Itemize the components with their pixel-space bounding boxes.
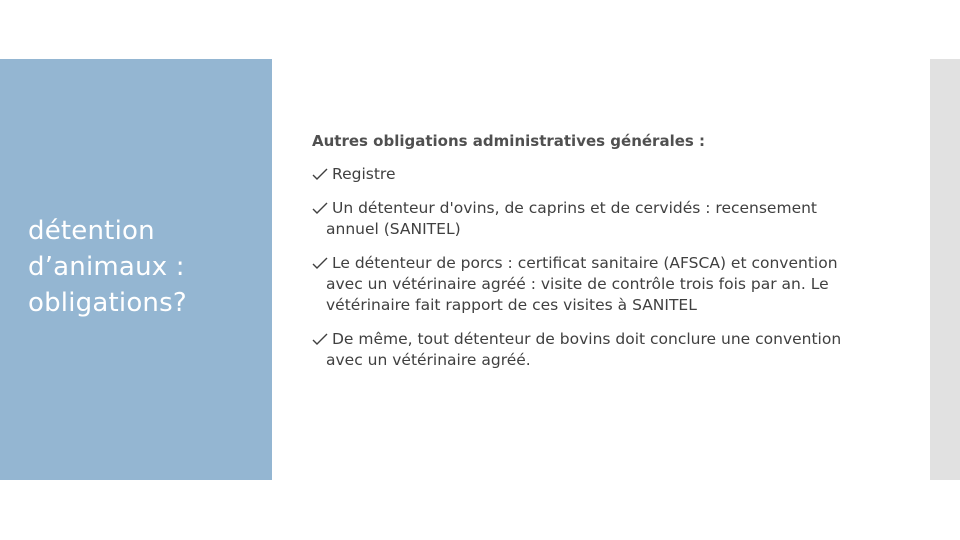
- title-line: obligations?: [28, 288, 187, 318]
- bullet-text-continued: vétérinaire fait rapport de ces visites à SANITEL: [326, 296, 697, 314]
- bullet-item: [312, 164, 902, 185]
- bullet-text-continued: avec un vétérinaire agréé : visite de contrôle trois fois par an. Le: [326, 275, 829, 293]
- bullet-text: De même, tout détenteur de bovins doit conclure une convention: [332, 330, 842, 348]
- checkmark-icon: [312, 333, 328, 346]
- title-line: d’animaux :: [28, 252, 185, 282]
- checkmark-icon: [312, 257, 328, 270]
- bullet-item: [312, 198, 902, 240]
- slide-title: [28, 213, 264, 321]
- content-heading: Autres obligations administratives générales :: [312, 132, 706, 150]
- checkmark-icon: [312, 202, 328, 215]
- bullet-text: Registre: [332, 165, 396, 183]
- bullet-item: [312, 329, 902, 371]
- bullet-item: [312, 253, 902, 316]
- checkmark-icon: [312, 168, 328, 181]
- title-line: détention: [28, 216, 155, 246]
- bullet-text: Le détenteur de porcs : certificat sanitaire (AFSCA) et convention: [332, 254, 838, 272]
- bullet-text-continued: avec un vétérinaire agréé.: [326, 351, 531, 369]
- side-strip: [930, 59, 960, 480]
- slide-content: [312, 131, 902, 384]
- bullet-text-continued: annuel (SANITEL): [326, 220, 461, 238]
- bullet-text: Un détenteur d'ovins, de caprins et de cervidés : recensement: [332, 199, 818, 217]
